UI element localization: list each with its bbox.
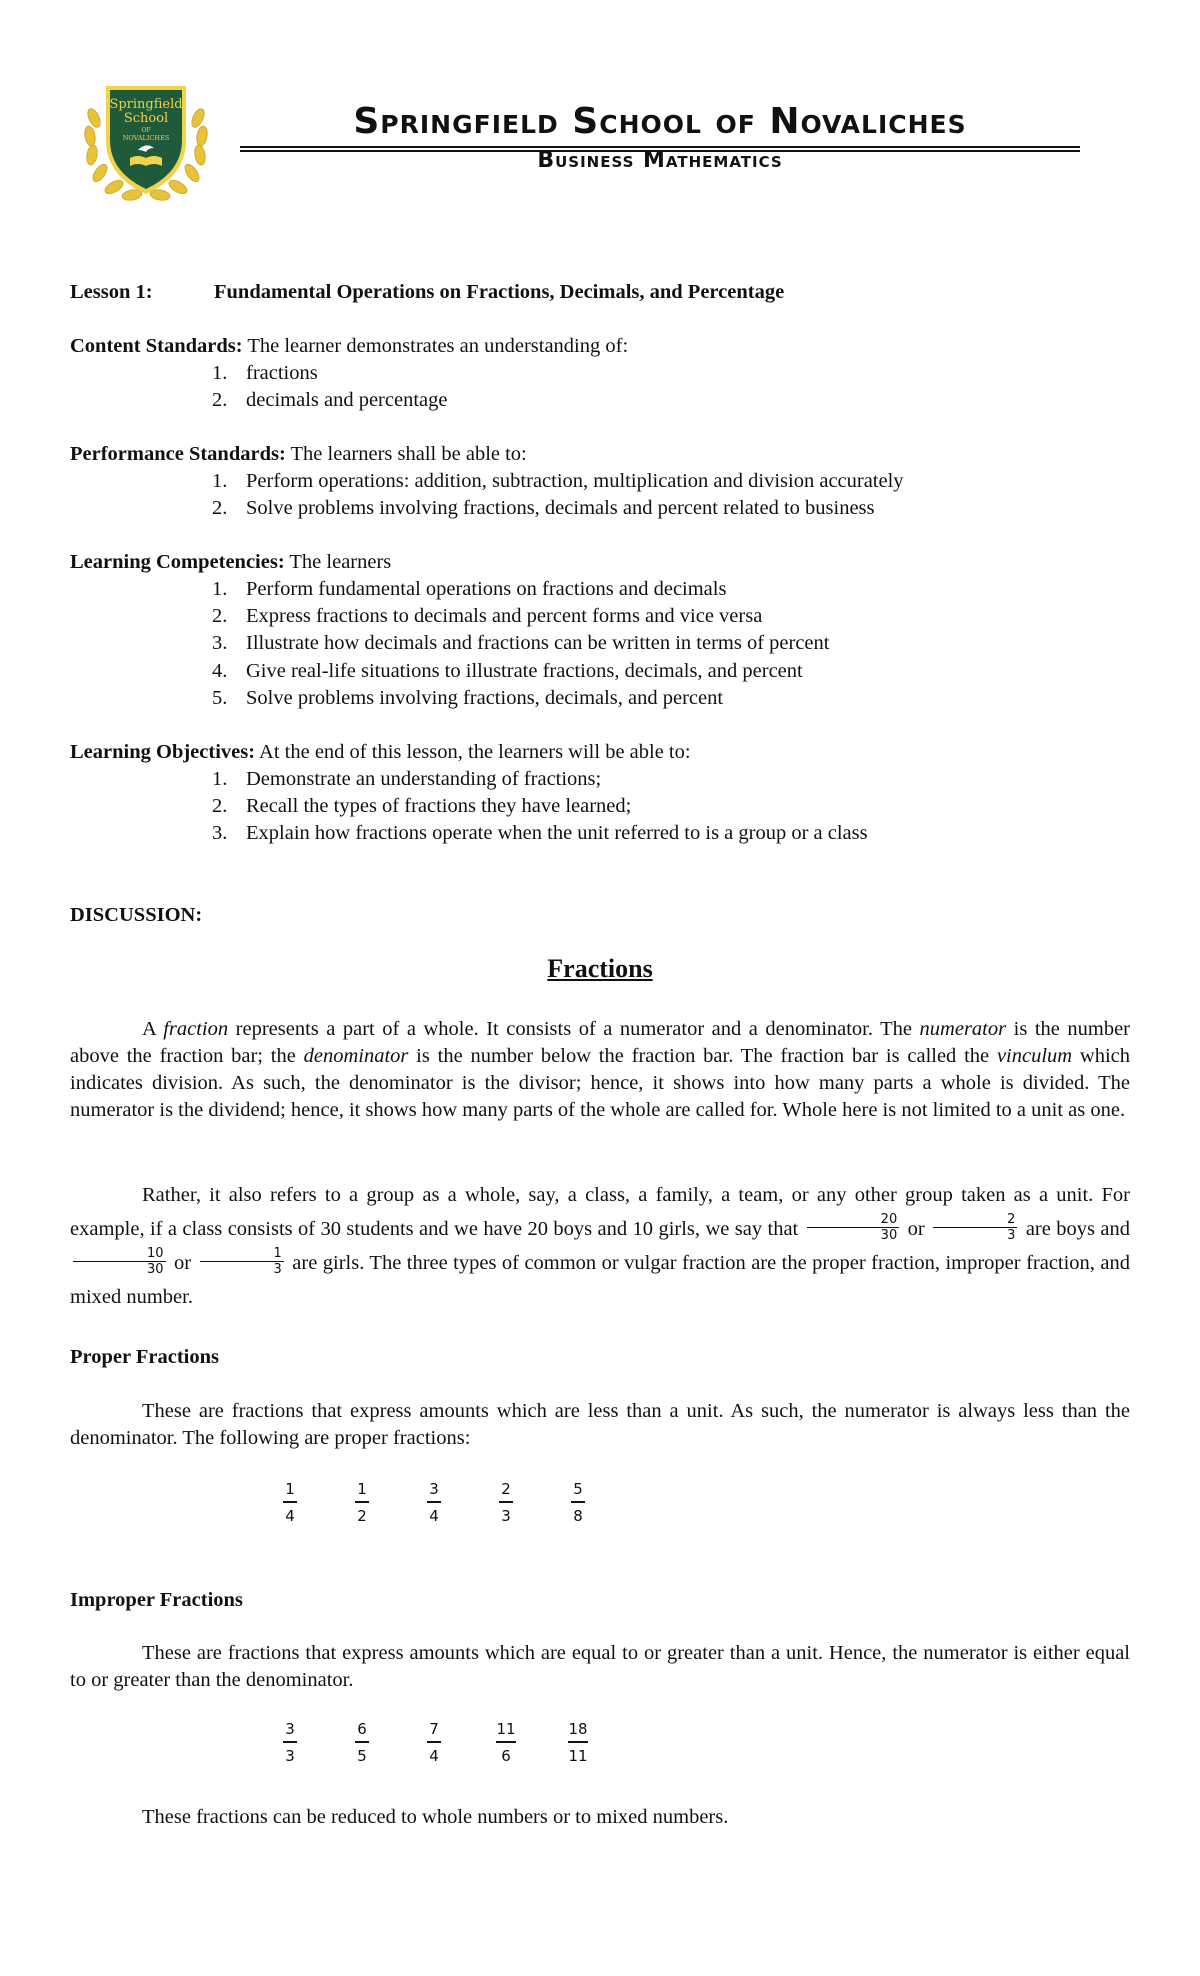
learning-objectives-list xyxy=(212,766,1112,848)
performance-standards-heading xyxy=(70,441,1130,468)
fraction: 6 5 xyxy=(342,1718,382,1767)
list-item: 1. Perform operations: addition, subtraction, multiplication and division accurately xyxy=(212,470,904,492)
section-title-fractions: Fractions xyxy=(547,954,653,983)
inline-fraction: $\frac{2}{3}$ xyxy=(933,1212,1017,1243)
learning-competencies-label: Learning Competencies: xyxy=(70,551,285,573)
inline-fraction: $\frac{10}{30}$ xyxy=(73,1246,166,1277)
list-item: 1. Demonstrate an understanding of fractions; xyxy=(212,768,602,790)
performance-standards-intro: The learners shall be able to: xyxy=(285,443,527,465)
list-item: 2. Express fractions to decimals and percent forms and vice versa xyxy=(212,605,763,628)
improper-fractions-heading: Improper Fractions xyxy=(70,1589,243,1611)
learning-competencies-list xyxy=(212,576,1112,712)
paragraph-fraction-definition: A fraction represents a part of a whole. It consists of a numerator and a denominator. The numerator is the number above the fraction bar; the denominator is the number below the fraction bar. The fraction bar is called the vinculum which indicates division. As such, the denominator is the divisor; hence, it shows into how many parts a whole is divided. The numerator is the dividend; hence, it shows how many parts of the whole are called for. Whole here is not limited to a unit as one. xyxy=(70,1018,1130,1121)
paragraph-group-as-whole: Rather, it also refers to a group as a whole, say, a class, a family, a team, or any other group taken as a unit. For example, if a class consists of 30 students and we have 20 boys and 10 girls, we say that $\frac{20}{30}$ or $\frac{2}{3}$ are boys and $\frac{10}{30}$ or $\frac{1}{3}$ are girls. The three types of common or vulgar fraction are the proper fraction, improper fraction, and mixed number. xyxy=(70,1184,1130,1308)
logo-text-4: NOVALICHES xyxy=(122,134,170,142)
learning-objectives-intro: At the end of this lesson, the learners will be able to: xyxy=(255,741,691,763)
discussion-label: DISCUSSION: xyxy=(70,904,203,926)
fraction: 1 4 xyxy=(270,1478,310,1527)
proper-fractions-heading: Proper Fractions xyxy=(70,1346,219,1368)
list-item: 3. Illustrate how decimals and fractions can be written in terms of percent xyxy=(212,632,830,655)
lesson-heading xyxy=(70,279,1130,306)
fraction: 5 8 xyxy=(558,1478,598,1527)
fraction: 1 2 xyxy=(342,1478,382,1527)
improper-fractions-note: These fractions can be reduced to whole numbers or to mixed numbers. xyxy=(142,1806,729,1828)
content-standards-label: Content Standards: xyxy=(70,335,243,357)
list-item: 5. Solve problems involving fractions, decimals, and percent xyxy=(212,686,724,709)
fraction: 3 3 xyxy=(270,1718,310,1767)
proper-fractions-text: These are fractions that express amounts which are less than a unit. As such, the numerator is always less than the denominator. The following are proper fractions: xyxy=(70,1400,1130,1449)
list-item: 1. Perform fundamental operations on fractions and decimals xyxy=(212,578,727,600)
logo-text-1: Springfield xyxy=(109,97,183,112)
list-item: 2. decimals and percentage xyxy=(212,389,448,412)
list-item: 3. Explain how fractions operate when the unit referred to is a group or a class xyxy=(212,822,868,845)
content-standards-heading xyxy=(70,333,1130,360)
lesson-title: Fundamental Operations on Fractions, Decimals, and Percentage xyxy=(214,281,785,303)
fraction: 11 6 xyxy=(496,1720,516,1765)
logo-text-3: OF xyxy=(141,127,151,134)
improper-fractions-text: These are fractions that express amounts which are equal to or greater than a unit. Hence, the numerator is either equal to or greater than the denominator. xyxy=(70,1642,1130,1691)
fraction: 3 4 xyxy=(414,1478,454,1527)
content-standards-intro: The learner demonstrates an understanding of: xyxy=(242,335,629,357)
lesson-label: Lesson 1: xyxy=(70,281,153,303)
logo-text-2: School xyxy=(123,111,169,126)
inline-fraction: $\frac{20}{30}$ xyxy=(807,1212,900,1243)
school-logo xyxy=(80,78,212,206)
learning-objectives-label: Learning Objectives: xyxy=(70,741,256,763)
fraction: 2 3 xyxy=(486,1478,526,1527)
school-name: Springfield School of Novaliches xyxy=(353,101,967,142)
fraction: 7 4 xyxy=(414,1718,454,1767)
performance-standards-label: Performance Standards: xyxy=(70,443,286,465)
learning-competencies-heading xyxy=(70,549,1130,576)
content-standards-list xyxy=(212,360,1112,414)
list-item: 1. fractions xyxy=(212,362,318,384)
list-item: 2. Recall the types of fractions they have learned; xyxy=(212,795,632,818)
learning-objectives-heading xyxy=(70,739,1130,766)
learning-competencies-intro: The learners xyxy=(284,551,392,573)
performance-standards-list xyxy=(212,468,1112,522)
fraction: 18 11 xyxy=(568,1720,588,1765)
inline-fraction: $\frac{1}{3}$ xyxy=(200,1246,284,1277)
subject-title: Business Mathematics xyxy=(537,148,783,173)
list-item: 4. Give real-life situations to illustrate fractions, decimals, and percent xyxy=(212,659,803,682)
list-item: 2. Solve problems involving fractions, decimals and percent related to business xyxy=(212,497,875,520)
